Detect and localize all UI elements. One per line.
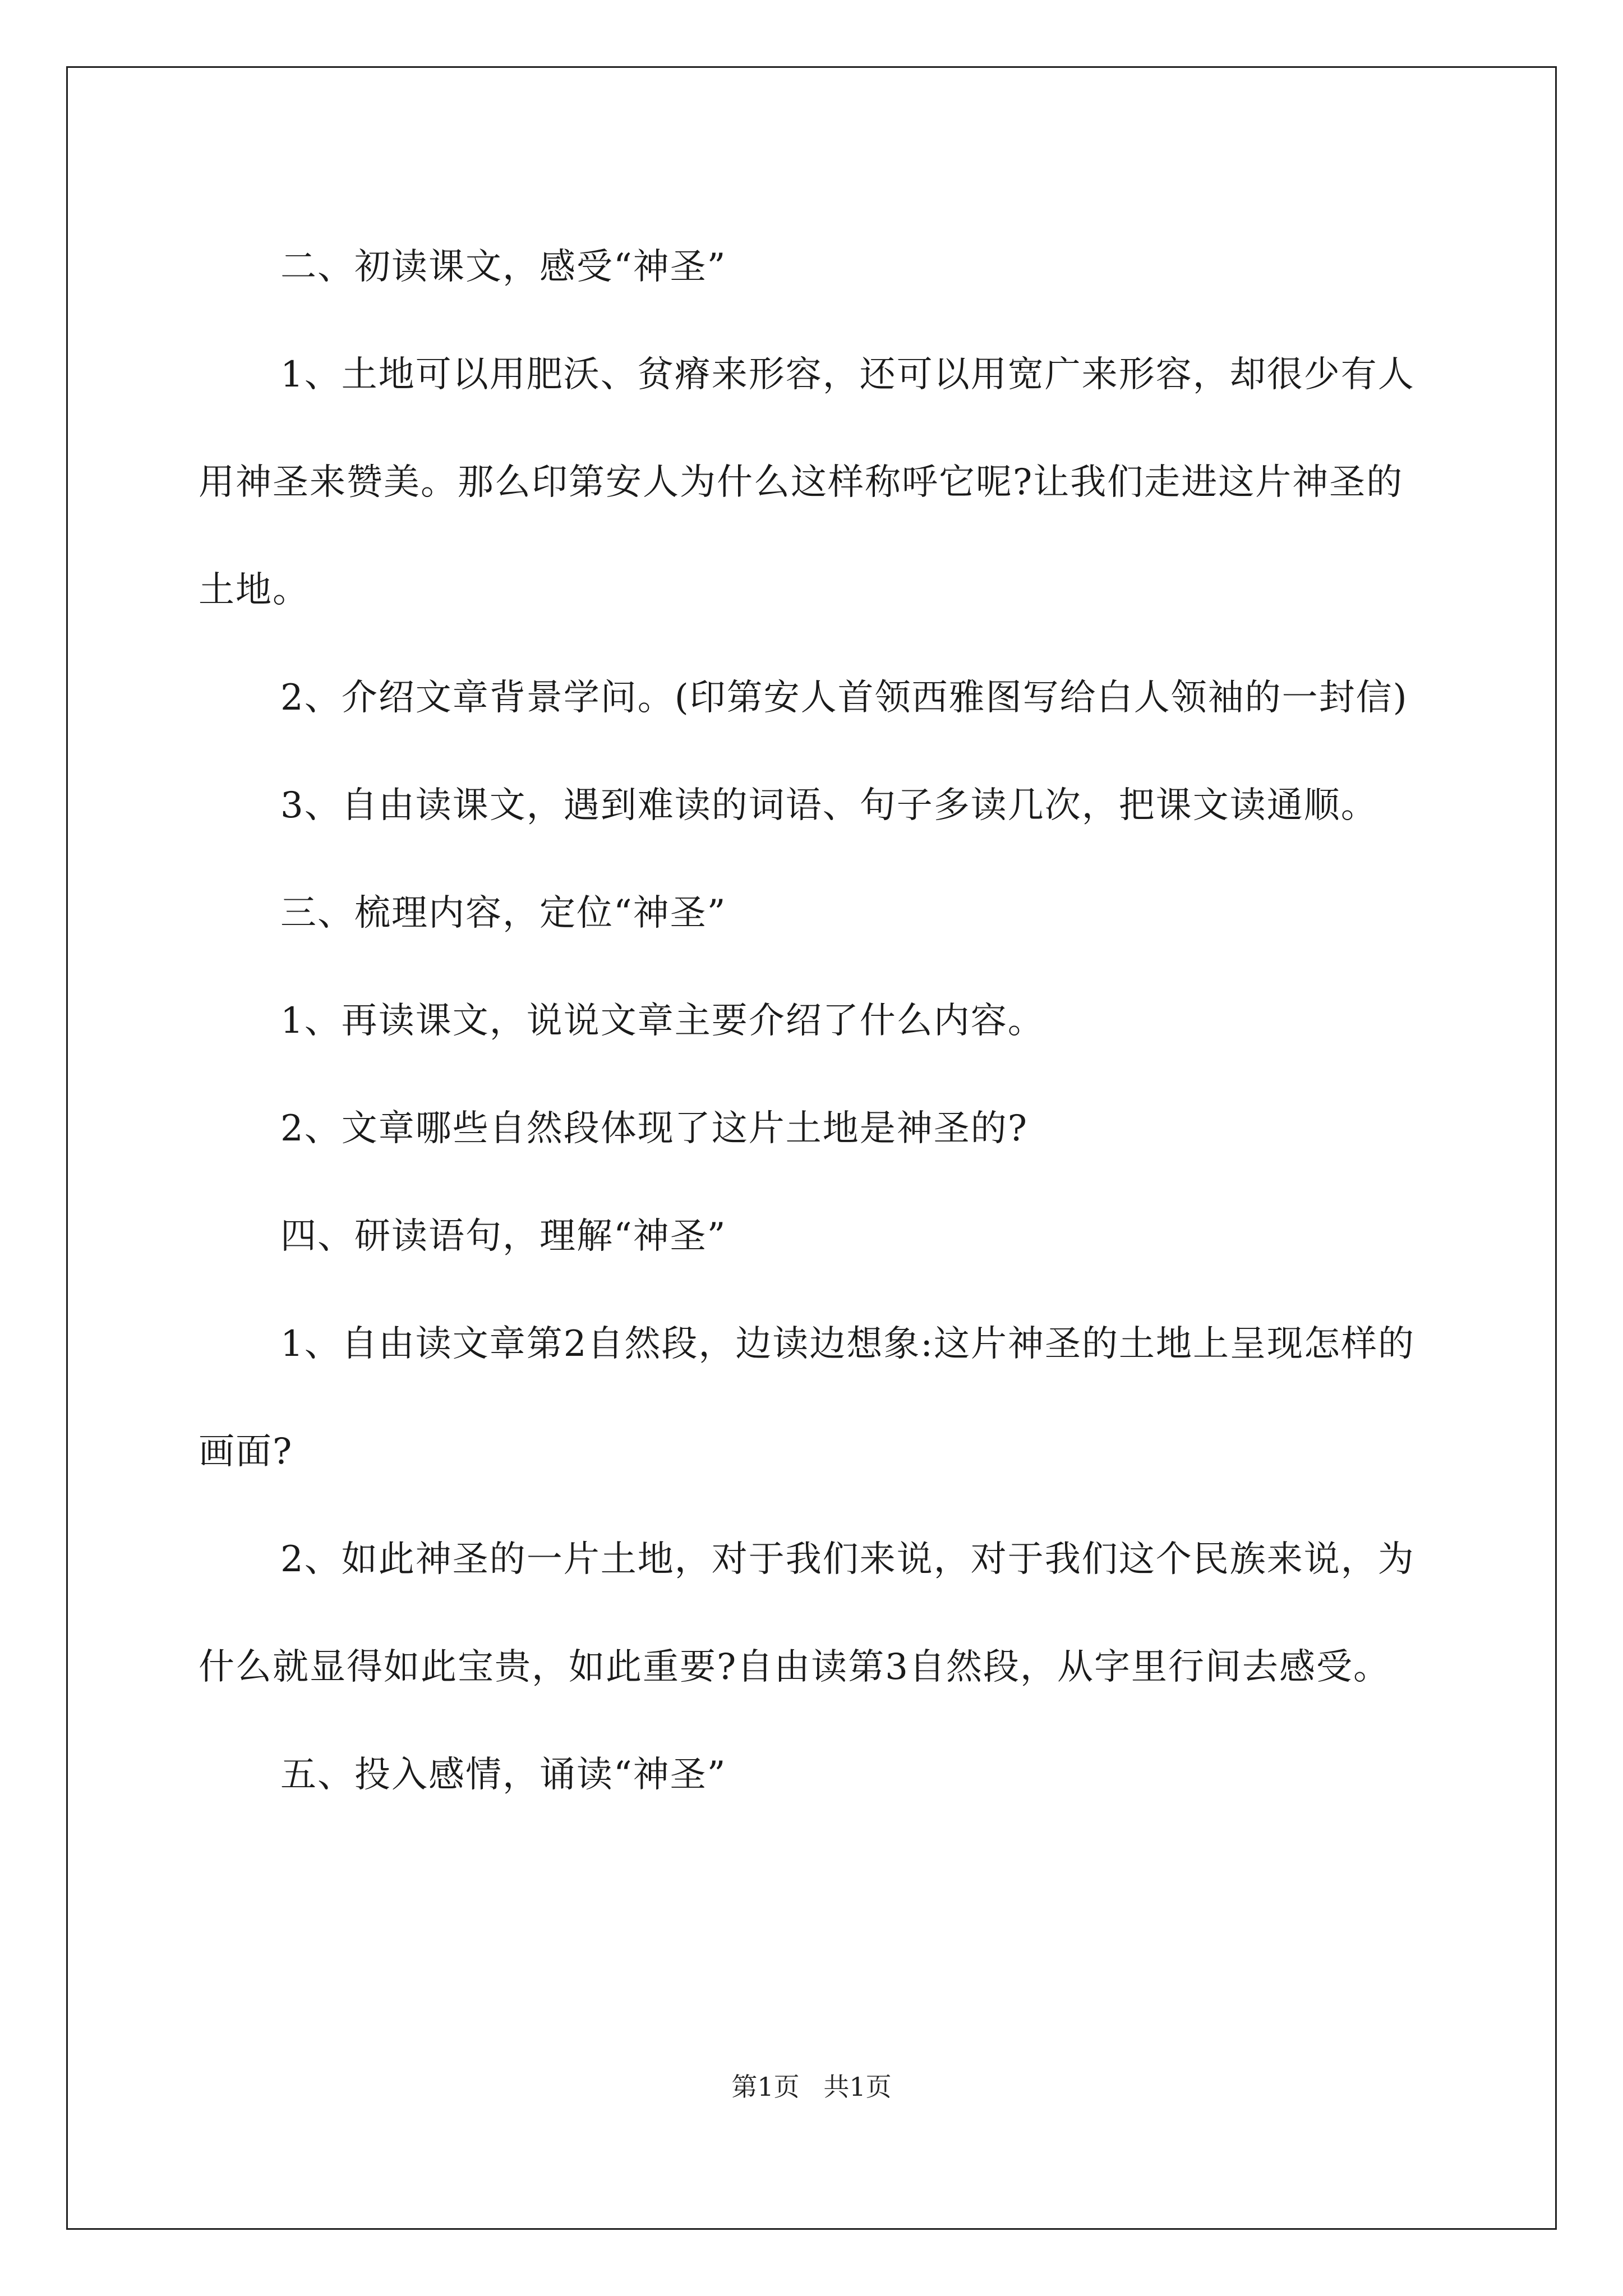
section-heading-4: 四、研读语句，理解“神圣” [280, 1216, 727, 1257]
page-total: 共1页 [823, 2072, 892, 2102]
paragraph: 3、自由读课文，遇到难读的词语、句子多读几次，把课文读通顺。 [280, 785, 1378, 826]
page-number: 第1页 [731, 2072, 800, 2102]
paragraph: 2、介绍文章背景学问。(印第安人首领西雅图写给白人领袖的一封信) [280, 677, 1408, 719]
paragraph: 1、土地可以用肥沃、贫瘠来形容，还可以用宽广来形容，却很少有人用神圣来赞美。那么印第安人为什么这样称呼它呢?让我们走进这片神圣的土地。 [199, 354, 1415, 611]
section-heading-2: 二、初读课文，感受“神圣” [280, 246, 727, 288]
paragraph: 2、如此神圣的一片土地，对于我们来说，对于我们这个民族来说，为什么就显得如此宝贵，如此重要?自由读第3自然段，从字里行间去感受。 [199, 1539, 1415, 1688]
section-heading-5: 五、投入感情，诵读“神圣” [280, 1754, 727, 1796]
paragraph: 1、再读课文，说说文章主要介绍了什么内容。 [280, 1000, 1045, 1042]
page-footer [0, 2070, 1623, 2104]
section-heading-3: 三、梳理内容，定位“神圣” [280, 892, 727, 934]
paragraph: 1、自由读文章第2自然段，边读边想象:这片神圣的土地上呈现怎样的画面? [199, 1323, 1415, 1473]
document-body [199, 213, 1424, 1829]
paragraph: 2、文章哪些自然段体现了这片土地是神圣的? [280, 1108, 1029, 1149]
